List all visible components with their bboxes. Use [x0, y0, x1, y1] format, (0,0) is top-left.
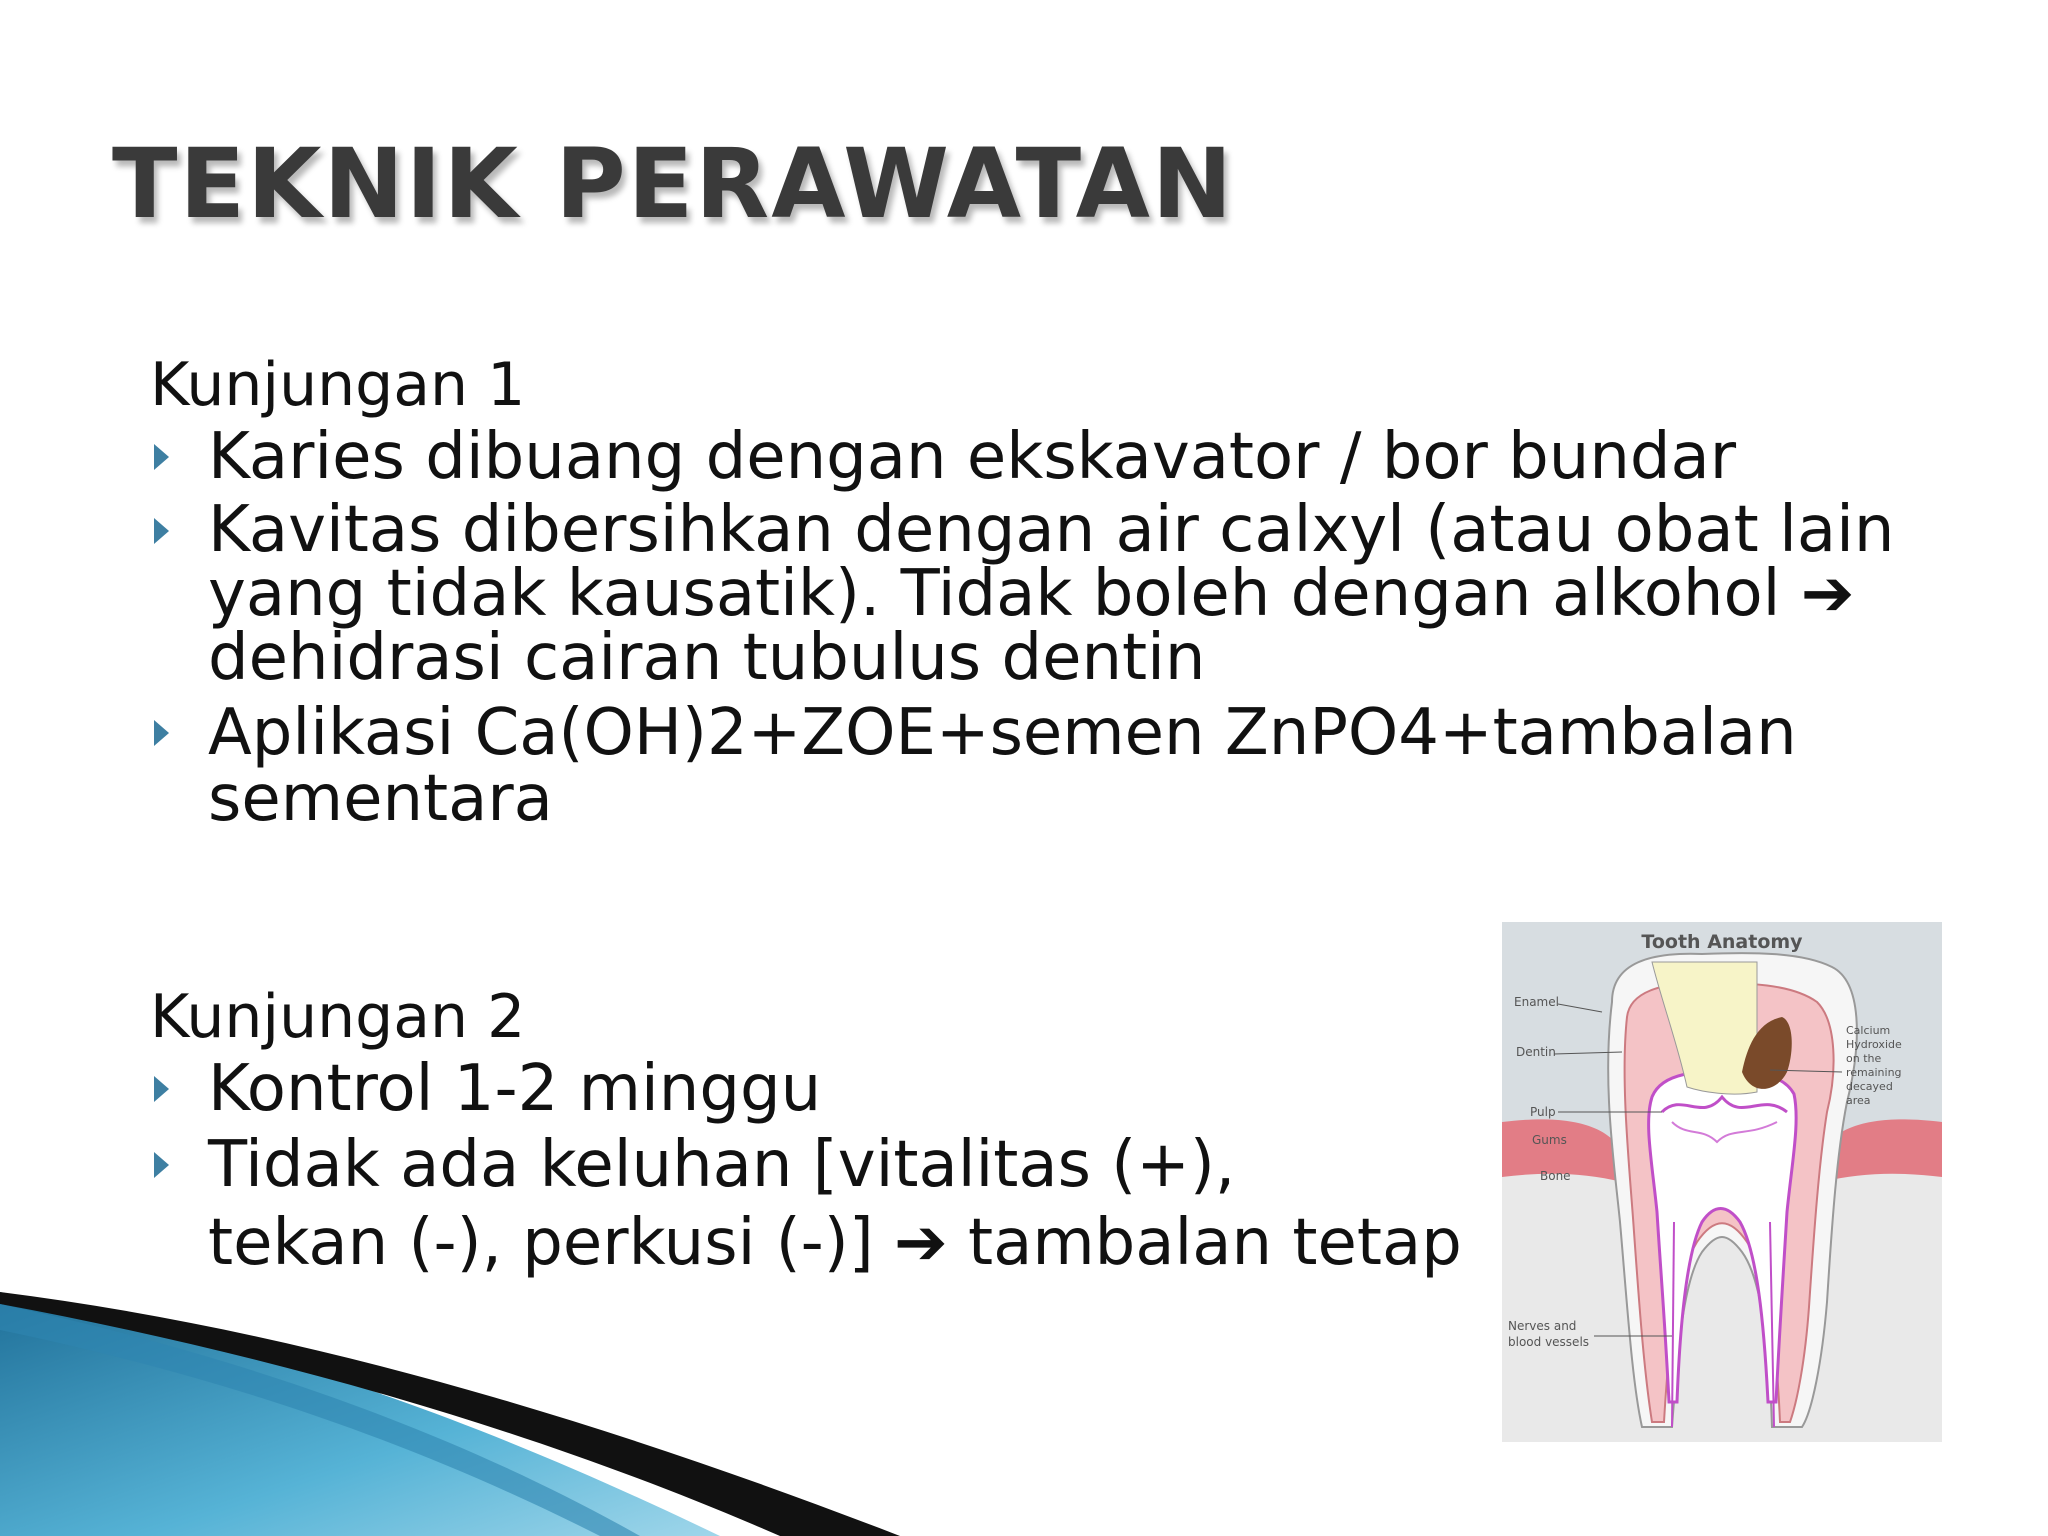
label-pulp: Pulp — [1530, 1105, 1556, 1119]
label-calcium-line1: Calcium — [1846, 1024, 1891, 1037]
label-calcium-line4: remaining — [1846, 1066, 1902, 1079]
list-item — [150, 420, 1910, 494]
figure-title: Tooth Anatomy — [1641, 931, 1803, 953]
visit-2-bullet-list — [150, 1052, 1490, 1280]
label-nerves-line2: blood vessels — [1508, 1335, 1590, 1349]
triangle-bullet-icon — [154, 720, 169, 746]
triangle-bullet-icon — [154, 1076, 169, 1102]
list-item — [150, 1052, 1490, 1126]
label-enamel: Enamel — [1514, 995, 1559, 1009]
bullet-text: Kontrol 1-2 minggu — [208, 1052, 822, 1126]
bullet-text: Tidak ada keluhan [vitalitas (+), — [208, 1128, 1236, 1202]
slide-title: TEKNIK PERAWATAN — [112, 128, 1235, 240]
label-gums: Gums — [1532, 1133, 1567, 1147]
label-calcium-line2: Hydroxide — [1846, 1038, 1902, 1051]
list-item — [150, 1128, 1490, 1202]
label-dentin: Dentin — [1516, 1045, 1556, 1059]
bullet-text: Kavitas dibersihkan dengan air calxyl (atau obat lain yang tidak kausatik). Tidak boleh dengan alkohol ➔ dehidrasi cairan tubulus dentin — [208, 493, 1895, 695]
label-calcium-line5: decayed — [1846, 1080, 1893, 1093]
bullet-text: Aplikasi Ca(OH)2+ZOE+semen ZnPO4+tambalan sementara — [208, 696, 1797, 836]
tooth-anatomy-figure — [1502, 922, 1942, 1442]
visit-2-heading: Kunjungan 2 — [150, 982, 526, 1052]
list-item — [150, 696, 1910, 836]
triangle-bullet-icon — [154, 518, 169, 544]
label-calcium-line6: area — [1846, 1094, 1871, 1107]
bullet-text: Karies dibuang dengan ekskavator / bor bundar — [208, 420, 1737, 494]
label-nerves-line1: Nerves and — [1508, 1319, 1577, 1333]
visit-1-heading: Kunjungan 1 — [150, 350, 526, 420]
label-bone: Bone — [1540, 1169, 1571, 1183]
triangle-bullet-icon — [154, 444, 169, 470]
list-item — [150, 493, 1910, 695]
triangle-bullet-icon — [154, 1152, 169, 1178]
tooth-diagram — [1502, 922, 1942, 1442]
visit-1-bullet-list — [150, 420, 1910, 840]
bullet-continuation-text: tekan (-), perkusi (-)] ➔ tambalan tetap — [208, 1206, 1462, 1280]
label-calcium-line3: on the — [1846, 1052, 1882, 1065]
